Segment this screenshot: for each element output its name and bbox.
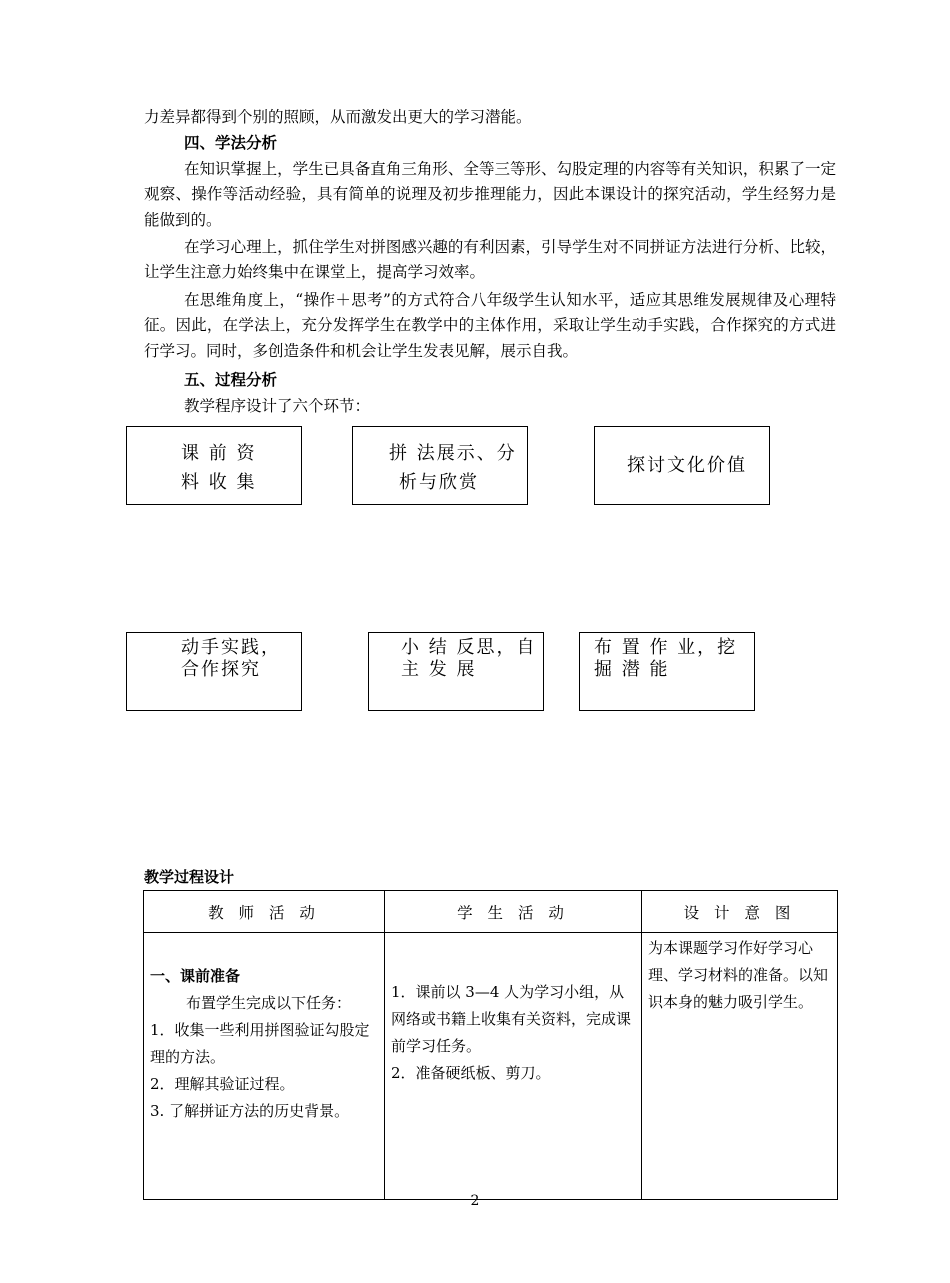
paragraph-knowledge: 在知识掌握上，学生已具备直角三角形、全等三等形、勾股定理的内容等有关知识，积累了一定观察、操作等活动经验，具有简单的说理及初步推理能力，因此本课设计的探究活动，学生经努力是能做到的。 [144,160,836,229]
flow-box-line: 合作探究 [181,659,261,680]
flow-box-homework [579,632,755,711]
table-row [144,933,838,1200]
flow-box-line: 主 发 展 [401,659,477,680]
flow-box-reflection [368,632,544,711]
page-number: 2 [470,1193,480,1209]
cell-line: 为本课题学习作好学习心理、学习材料的准备。以知识本身的魅力吸引学生。 [648,939,829,1011]
design-purpose-cell [642,933,838,1200]
flow-box-preparation [126,426,302,505]
section-heading-study-method: 四、学法分析 [184,134,278,152]
flow-box-line: 布 置 作 业，挖 [594,637,738,658]
process-intro: 教学程序设计了六个环节： [184,397,371,415]
flow-box-line: 析与欣赏 [399,472,479,493]
student-activity-cell [385,933,642,1200]
table-title: 教学过程设计 [144,868,235,886]
flow-box-line: 小 结 反思，自 [401,637,537,658]
section-heading-process: 五、过程分析 [184,371,278,389]
paragraph-psychology: 在学习心理上，抓住学生对拼图感兴趣的有利因素，引导学生对不同拼证方法进行分析、比较，让学生注意力始终集中在课堂上，提高学习效率。 [144,238,836,282]
header-design-purpose: 设 计 意 图 [642,891,838,933]
flow-box-display [352,426,528,505]
flow-box-culture [594,426,770,505]
teacher-activity-cell [144,933,385,1200]
flow-box-line: 料 收 集 [181,472,257,493]
header-teacher-activity: 教 师 活 动 [144,891,385,933]
cell-heading: 一、课前准备 [150,967,241,985]
teaching-process-table [143,890,838,1200]
flow-box-line: 动手实践， [181,637,281,658]
flow-box-practice [126,632,302,711]
cell-line: 2．理解其验证过程。 [150,1075,295,1093]
flow-box-line: 探讨文化价值 [627,455,747,476]
continued-paragraph: 力差异都得到个别的照顾，从而激发出更大的学习潜能。 [144,108,532,126]
cell-line: 1．收集一些利用拼图验证勾股定理的方法。 [150,1021,370,1066]
cell-line: 2．准备硬纸板、剪刀。 [391,1064,551,1082]
table-header-row [144,891,838,933]
cell-line: 布置学生完成以下任务： [186,994,352,1012]
paragraph-thinking: 在思维角度上，“操作＋思考”的方式符合八年级学生认知水平，适应其思维发展规律及心理特征。因此，在学法上，充分发挥学生在教学中的主体作用，采取让学生动手实践，合作探究的方式进行学习。同时，多创造条件和机会让学生发表见解，展示自我。 [144,291,836,360]
cell-line: 3. 了解拼证方法的历史背景。 [150,1102,350,1120]
flow-box-line: 课 前 资 [181,443,257,464]
flow-box-line: 掘 潜 能 [594,659,670,680]
flow-box-line: 拼 法展示、分 [389,443,517,464]
header-student-activity: 学 生 活 动 [385,891,642,933]
cell-line: 1．课前以 3—4 人为学习小组，从网络或书籍上收集有关资料，完成课前学习任务。 [391,983,632,1055]
